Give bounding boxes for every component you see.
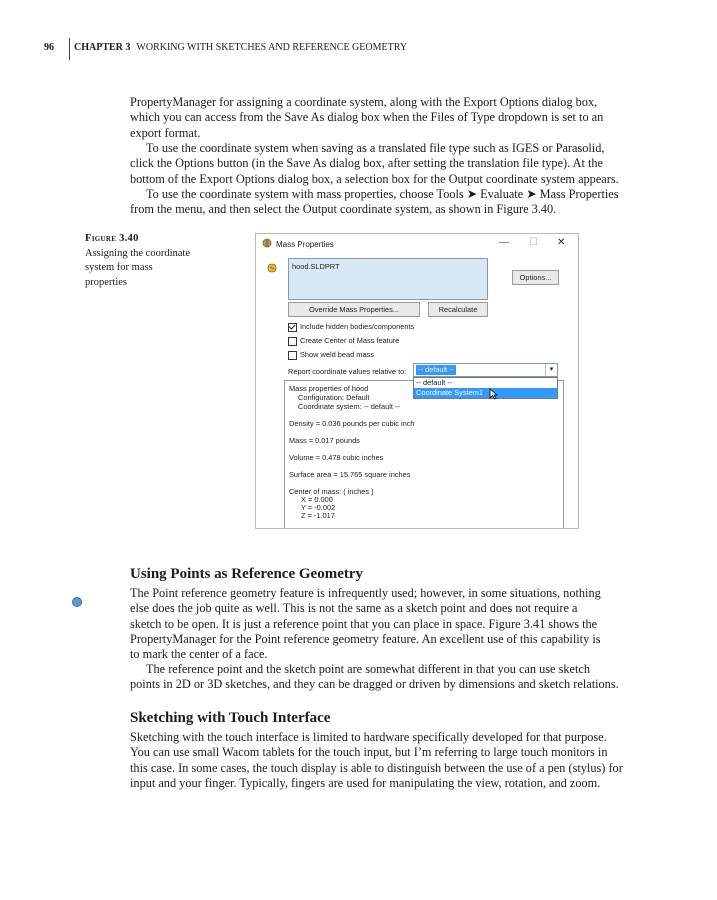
checkbox-icon bbox=[288, 337, 297, 346]
show-weld-bead-mass-checkbox[interactable]: Show weld bead mass bbox=[288, 350, 374, 360]
chevron-down-icon[interactable]: ▾ bbox=[545, 364, 557, 376]
selected-file-name: hood.SLDPRT bbox=[292, 262, 340, 271]
checkbox-checked-icon bbox=[288, 323, 297, 332]
chapter-heading bbox=[74, 42, 407, 53]
report-coordinate-label: Report coordinate values relative to: bbox=[288, 367, 407, 376]
selection-hand-icon bbox=[266, 262, 278, 274]
dialog-title: Mass Properties bbox=[276, 240, 334, 249]
close-icon[interactable]: ✕ bbox=[557, 237, 566, 248]
override-mass-properties-button[interactable]: Override Mass Properties... bbox=[288, 302, 420, 317]
create-center-of-mass-checkbox[interactable]: Create Center of Mass feature bbox=[288, 336, 399, 346]
dropdown-option-coordinate-system1[interactable]: Coordinate System1 bbox=[414, 388, 557, 398]
intro-paragraph-3: To use the coordinate system with mass properties, choose Tools ➤ Evaluate ➤ Mass Properties from the menu, and then select the Output coordinate system, as shown in Figure 3.40. bbox=[130, 187, 619, 217]
section-heading-points: Using Points as Reference Geometry bbox=[130, 566, 363, 582]
chapter-label: CHAPTER 3 bbox=[74, 42, 131, 53]
results-coordinate-system: Coordinate system: -- default -- bbox=[298, 402, 400, 411]
dropdown-option-default[interactable]: -- default -- bbox=[416, 378, 453, 387]
mass-properties-app-icon bbox=[262, 238, 272, 248]
coordinate-system-value: -- default -- bbox=[418, 365, 455, 374]
results-configuration: Configuration: Default bbox=[298, 393, 370, 402]
results-surface-area: Surface area = 15.765 square inches bbox=[289, 470, 411, 479]
touch-paragraph-1: Sketching with the touch interface is limited to hardware specifically developed for that purpose. You can use small Wacom tablets for the touch input, but I’m referring to large touch monitors in this case. In some cases, the touch display is able to distinguish between the use of a pen (stylus) for input and your finger. Typically, fingers are used for manipulating the view, rotation, and zoom. bbox=[130, 730, 623, 790]
results-heading: Mass properties of hood bbox=[289, 384, 369, 393]
checkbox-icon bbox=[288, 351, 297, 360]
results-com-z: Z = -1.017 bbox=[301, 511, 335, 520]
figure-label: Figure 3.40 bbox=[85, 233, 139, 244]
results-density: Density = 0.036 pounds per cubic inch bbox=[289, 419, 415, 428]
dialog-titlebar bbox=[256, 234, 578, 254]
section-heading-touch: Sketching with Touch Interface bbox=[130, 710, 331, 726]
results-com-y: Y = -0.002 bbox=[301, 503, 336, 512]
mass-properties-dialog bbox=[255, 233, 579, 529]
coordinate-system-dropdown bbox=[413, 377, 558, 399]
points-paragraph-2: The reference point and the sketch point are somewhat different in that you can use sketch points in 2D or 3D sketches, and they can be dragged or driven by dimensions and sketch relations. bbox=[130, 662, 619, 692]
options-button[interactable]: Options... bbox=[512, 270, 559, 285]
results-volume: Volume = 0.478 cubic inches bbox=[289, 453, 384, 462]
recalculate-button[interactable]: Recalculate bbox=[428, 302, 488, 317]
maximize-icon[interactable]: ☐ bbox=[529, 237, 538, 248]
intro-paragraph-1: PropertyManager for assigning a coordinate system, along with the Export Options dialog box, which you can access from the Save As dialog box when the Files of Type dropdown is set to an export format. bbox=[130, 95, 604, 140]
page-number: 96 bbox=[44, 42, 54, 53]
results-center-of-mass-label: Center of mass: ( inches ) bbox=[289, 487, 374, 496]
include-hidden-bodies-checkbox[interactable]: Include hidden bodies/components bbox=[288, 322, 414, 332]
selected-items-list[interactable] bbox=[288, 258, 488, 300]
margin-marker-icon bbox=[72, 597, 82, 607]
coordinate-system-select[interactable] bbox=[413, 363, 558, 377]
results-mass: Mass = 0.017 pounds bbox=[289, 436, 360, 445]
results-com-x: X = 0.000 bbox=[301, 495, 333, 504]
intro-paragraph-2: To use the coordinate system when saving as a translated file type such as IGES or Parasolid, click the Options button (in the Save As dialog box, after setting the translation file type). At the bottom of the Export Options dialog box, a selection box for the Output coordinate system appears. bbox=[130, 141, 619, 186]
mass-properties-results bbox=[284, 380, 564, 529]
chapter-title: WORKING WITH SKETCHES AND REFERENCE GEOMETRY bbox=[136, 42, 408, 53]
points-paragraph-1: The Point reference geometry feature is infrequently used; however, in some situations, nothing else does the job quite as well. This is not the same as a sketch point and does not require a sketch to be open. It is just a reference point that you can place in space. Figure 3.41 shows the PropertyManager for the Point reference geometry feature. An excellent use of this capability is to mark the center of a face. bbox=[130, 586, 601, 662]
header-divider bbox=[69, 38, 70, 60]
mouse-cursor-icon bbox=[489, 388, 498, 400]
figure-caption: Figure 3.40 Assigning the coordinate system for mass properties bbox=[85, 232, 220, 290]
minimize-icon[interactable]: — bbox=[499, 237, 509, 248]
